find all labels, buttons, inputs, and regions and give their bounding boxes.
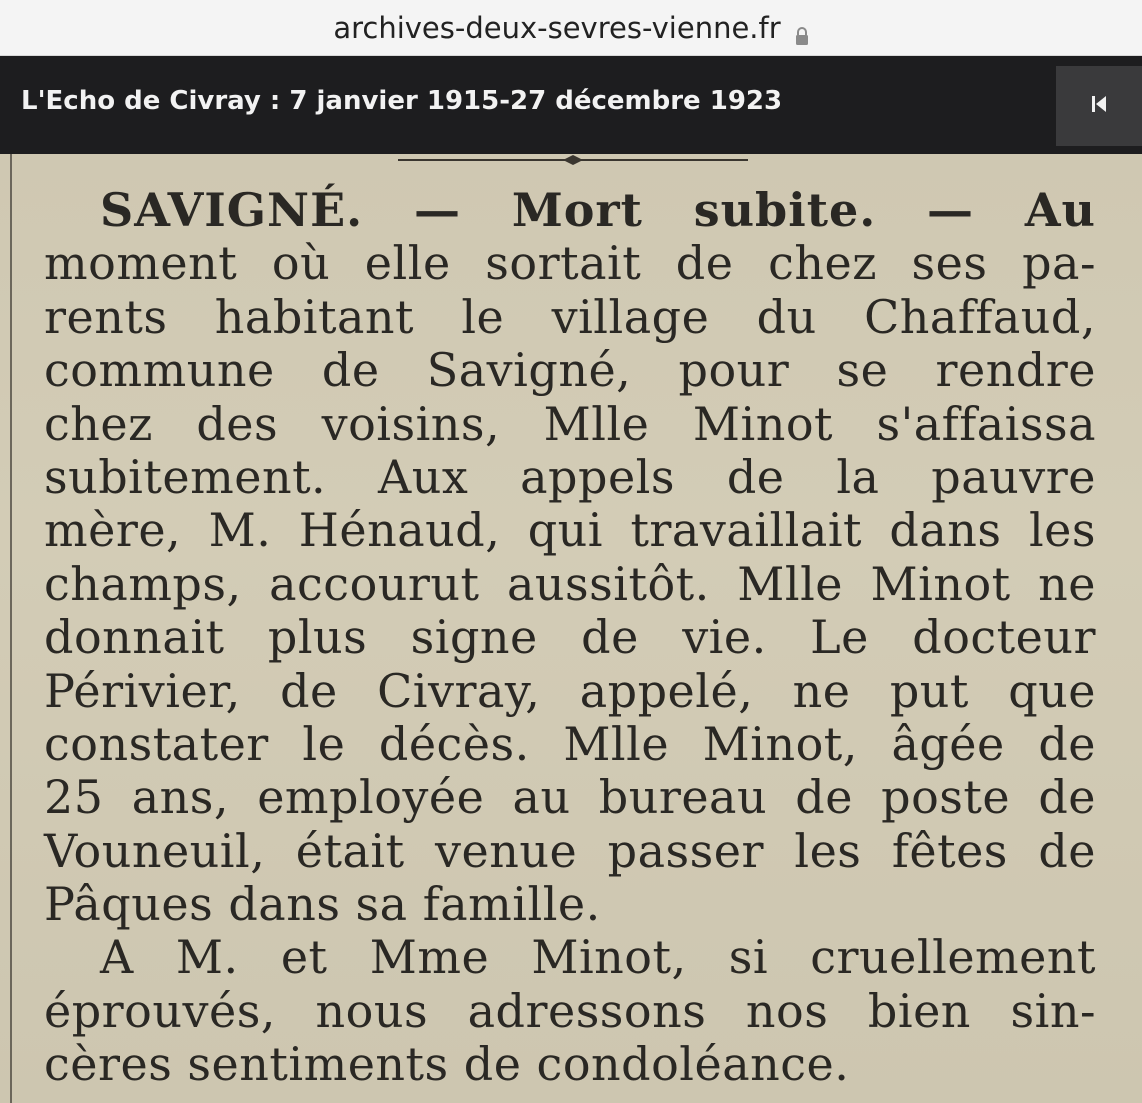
- url-text: archives-deux-sevres-vienne.fr: [333, 10, 781, 45]
- viewer-title-bar: [0, 56, 1142, 154]
- skip-to-start-button[interactable]: [1056, 66, 1142, 146]
- article-line: cères sentiments de condoléance.: [44, 1037, 850, 1092]
- column-rule: [10, 154, 12, 1103]
- article-line: donnait plus signe de vie. Le docteur: [44, 610, 1096, 665]
- address-bar[interactable]: [0, 0, 1142, 56]
- article-line: mère, M. Hénaud, qui travaillait dans les: [44, 503, 1096, 558]
- article-line: A M. et Mme Minot, si cruellement: [100, 930, 1096, 985]
- article-line: Périvier, de Civray, appelé, ne put que: [44, 663, 1096, 718]
- article-line: éprouvés, nous adressons nos bien sin-: [44, 983, 1096, 1038]
- separator-ornament: [398, 154, 748, 174]
- article-line: SAVIGNÉ. — Mort subite. — Au: [100, 183, 1096, 237]
- article-line: champs, accourut aussitôt. Mlle Minot ne: [44, 556, 1096, 611]
- article-line: commune de Savigné, pour se rendre: [44, 343, 1096, 398]
- article-line: 25 ans, employée au bureau de poste de: [44, 770, 1096, 825]
- article-line: constater le décès. Mlle Minot, âgée de: [44, 716, 1096, 771]
- article-text: [44, 184, 1096, 1092]
- article-line: chez des voisins, Mlle Minot s'affaissa: [44, 396, 1096, 451]
- lock-icon: [795, 19, 809, 39]
- newspaper-scan: [0, 154, 1142, 1103]
- article-line: rents habitant le village du Chaffaud,: [44, 289, 1096, 344]
- article-line: subitement. Aux appels de la pauvre: [44, 449, 1096, 504]
- article-line: Pâques dans sa famille.: [44, 877, 601, 932]
- document-title: L'Echo de Civray : 7 janvier 1915-27 décembre 1923: [21, 86, 783, 116]
- article-line: moment où elle sortait de chez ses pa-: [44, 236, 1096, 291]
- article-line: Vouneuil, était venue passer les fêtes de: [44, 823, 1096, 878]
- skip-to-start-icon: [1089, 93, 1109, 120]
